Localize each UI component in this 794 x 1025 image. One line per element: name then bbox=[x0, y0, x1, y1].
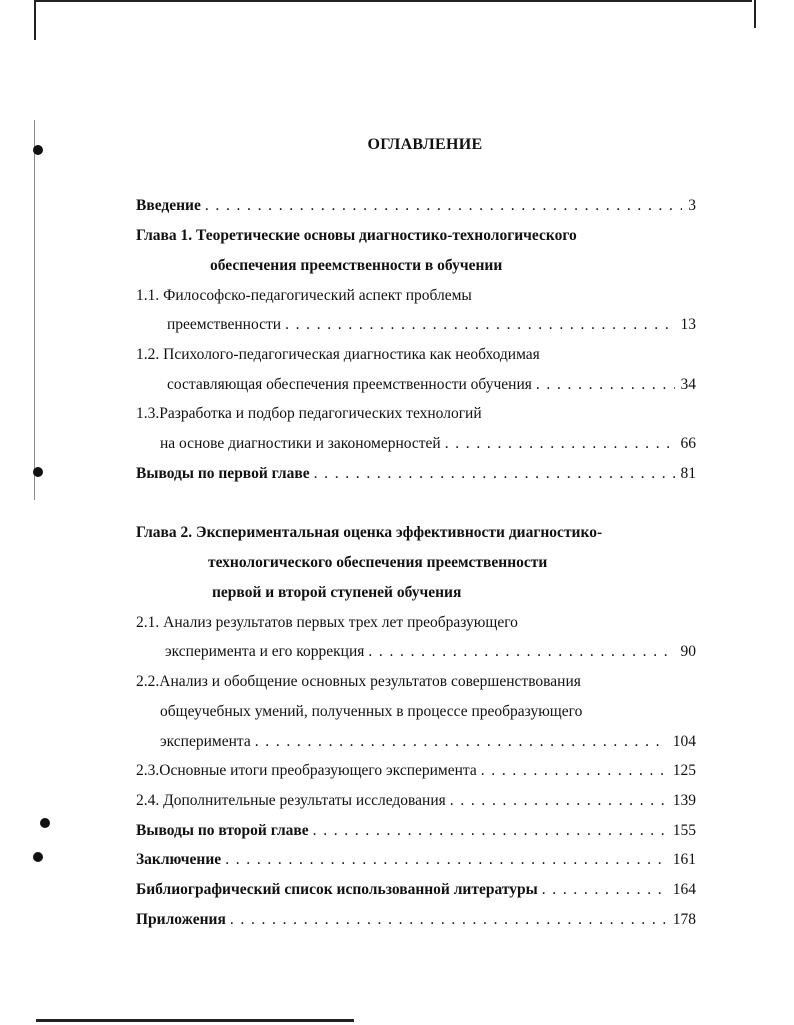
section-1-2-title: 1.2. Психолого-педагогическая диагностика как необходимая bbox=[136, 346, 540, 363]
toc-entry-1-1 bbox=[167, 313, 696, 337]
scan-edge-left-lower bbox=[34, 120, 35, 500]
leader-dots bbox=[368, 640, 674, 664]
toc-page-number: 164 bbox=[672, 881, 696, 898]
toc-page-number: 139 bbox=[672, 792, 696, 809]
toc-page-number: 34 bbox=[680, 376, 696, 393]
leader-dots bbox=[285, 313, 674, 337]
toc-page-number: 161 bbox=[672, 851, 696, 868]
section-2-2-title-cont: общеучебных умений, полученных в процессе преобразующего bbox=[160, 703, 583, 720]
toc-entry-2-3 bbox=[136, 759, 696, 783]
toc-entry-label: эксперимента и его коррекция bbox=[165, 643, 365, 660]
toc-page-number: 3 bbox=[688, 197, 696, 214]
toc-entry-ch1-conclusions bbox=[136, 462, 696, 486]
section-1-3-title: 1.3.Разработка и подбор педагогических технологий bbox=[136, 405, 482, 422]
chapter-1-heading: Глава 1. Теоретические основы диагностико-технологического bbox=[136, 227, 577, 244]
toc-entry-label: Выводы по первой главе bbox=[136, 465, 310, 482]
section-1-1-title: 1.1. Философско-педагогический аспект проблемы bbox=[136, 287, 472, 304]
toc-entry-ch2-conclusions bbox=[136, 819, 696, 843]
toc-entry-label: 2.3.Основные итоги преобразующего эксперимента bbox=[136, 762, 477, 779]
toc-page-number: 90 bbox=[680, 643, 696, 660]
toc-page-number: 125 bbox=[672, 762, 696, 779]
chapter-2-heading: Глава 2. Экспериментальная оценка эффективности диагностико- bbox=[136, 524, 603, 541]
leader-dots bbox=[314, 462, 675, 486]
toc-entry-appendices bbox=[136, 908, 696, 932]
leader-dots bbox=[313, 819, 667, 843]
leader-dots bbox=[205, 194, 682, 218]
scan-edge-left bbox=[34, 0, 36, 40]
toc-page-number: 13 bbox=[680, 316, 696, 333]
leader-dots bbox=[445, 432, 675, 456]
leader-dots bbox=[481, 759, 667, 783]
toc-page-number: 178 bbox=[672, 911, 696, 928]
punch-hole-mark bbox=[40, 818, 50, 828]
toc-entry-label: составляющая обеспечения преемственности обучения bbox=[167, 376, 532, 393]
toc-entry-label: на основе диагностики и закономерностей bbox=[160, 435, 441, 452]
toc-entry-intro bbox=[136, 194, 696, 218]
toc-page-number: 81 bbox=[680, 465, 696, 482]
scan-edge-bottom bbox=[36, 1019, 354, 1022]
punch-hole-mark bbox=[33, 852, 43, 862]
toc-page-number: 104 bbox=[672, 733, 696, 750]
leader-dots bbox=[450, 789, 667, 813]
section-2-2-title: 2.2.Анализ и обобщение основных результатов совершенствования bbox=[136, 673, 581, 690]
chapter-1-heading-cont: обеспечения преемственности в обучении bbox=[210, 257, 503, 274]
toc-entry-label: Библиографический список использованной литературы bbox=[136, 881, 538, 898]
toc-entry-bibliography bbox=[136, 878, 696, 902]
leader-dots bbox=[225, 848, 667, 872]
toc-entry-label: Приложения bbox=[136, 911, 226, 928]
toc-entry-label: преемственности bbox=[167, 316, 282, 333]
toc-entry-label: эксперимента bbox=[160, 733, 251, 750]
leader-dots bbox=[536, 373, 675, 397]
leader-dots bbox=[542, 878, 667, 902]
chapter-2-heading-cont: первой и второй ступеней обучения bbox=[212, 584, 462, 601]
toc-entry-2-2 bbox=[160, 730, 696, 754]
toc-entry-label: Выводы по второй главе bbox=[136, 822, 309, 839]
page-title: ОГЛАВЛЕНИЕ bbox=[367, 136, 483, 153]
toc-entry-1-2 bbox=[167, 373, 696, 397]
leader-dots bbox=[230, 908, 667, 932]
leader-dots bbox=[255, 730, 667, 754]
toc-entry-2-1 bbox=[165, 640, 696, 664]
chapter-2-heading-cont: технологического обеспечения преемственности bbox=[208, 554, 548, 571]
scan-edge-right bbox=[754, 0, 756, 28]
toc-entry-label: Заключение bbox=[136, 851, 222, 868]
section-2-1-title: 2.1. Анализ результатов первых трех лет преобразующего bbox=[136, 614, 518, 631]
toc-entry-label: Введение bbox=[136, 197, 201, 214]
toc-entry-conclusion bbox=[136, 848, 696, 872]
punch-hole-mark bbox=[33, 467, 43, 477]
scan-edge-top bbox=[36, 0, 752, 2]
toc-entry-label: 2.4. Дополнительные результаты исследования bbox=[136, 792, 446, 809]
toc-entry-1-3 bbox=[160, 432, 696, 456]
toc-entry-2-4 bbox=[136, 789, 696, 813]
toc-page-number: 66 bbox=[680, 435, 696, 452]
toc-page-number: 155 bbox=[672, 822, 696, 839]
